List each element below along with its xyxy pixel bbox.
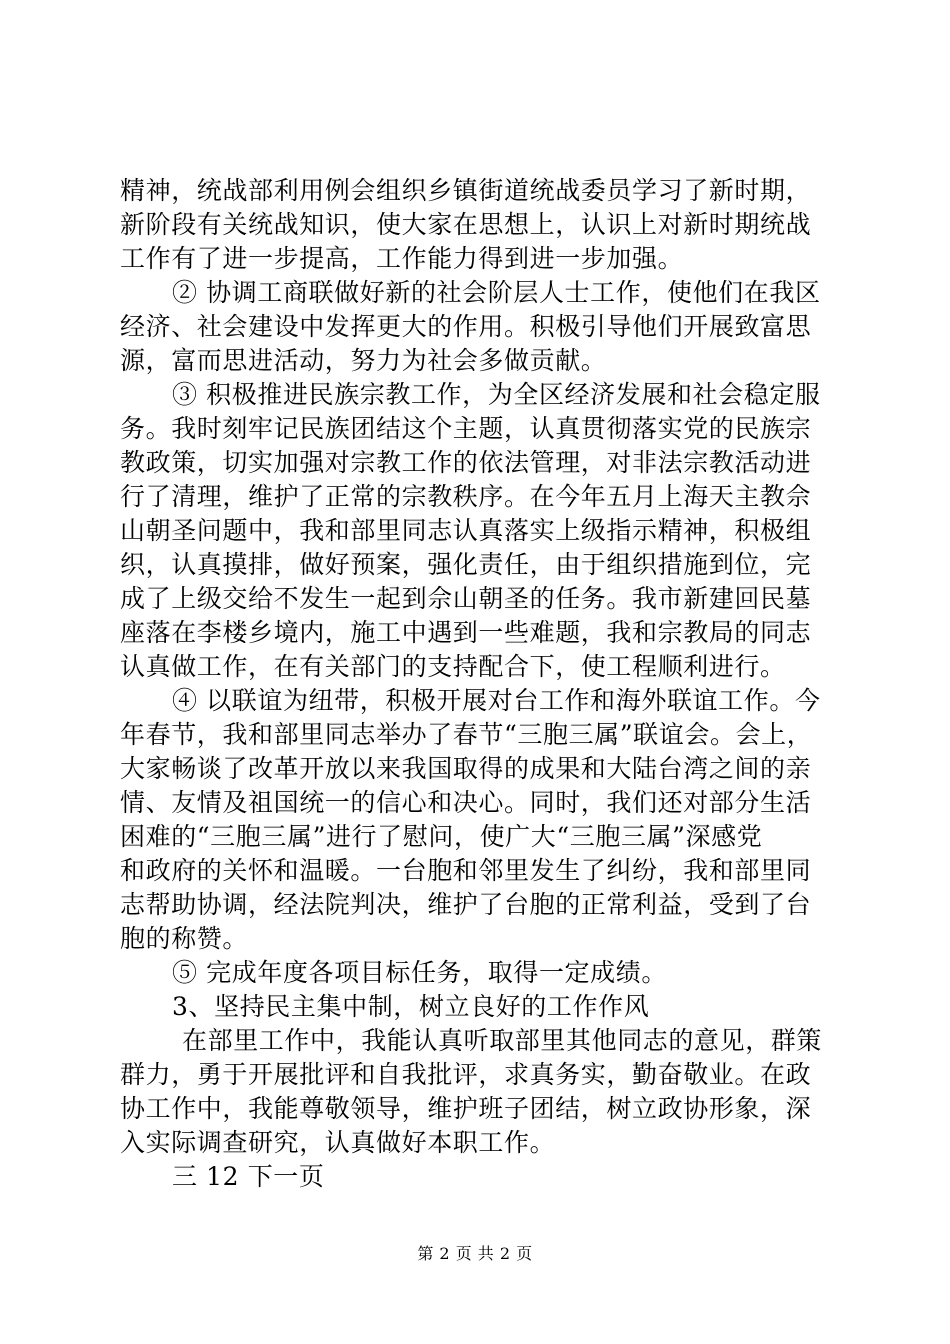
text-line: 协工作中，我能尊敬领导，维护班子团结，树立政协形象，深	[120, 1094, 812, 1123]
text-line: 群力，勇于开展批评和自我批评，求真务实，勤奋敬业。在政	[120, 1060, 812, 1089]
text-line: ④ 以联谊为纽带，积极开展对台工作和海外联谊工作。今	[172, 686, 821, 715]
text-line: 入实际调查研究，认真做好本职工作。	[120, 1128, 556, 1157]
text-line: ⑤ 完成年度各项目标任务，取得一定成绩。	[172, 958, 667, 987]
text-line: 经济、社会建设中发挥更大的作用。积极引导他们开展致富思	[120, 312, 812, 341]
text-line: 务。我时刻牢记民族团结这个主题，认真贯彻落实党的民族宗	[120, 414, 812, 443]
text-line: 和政府的关怀和温暖。一台胞和邻里发生了纠纷，我和部里同	[120, 856, 812, 885]
text-line: 胞的称赞。	[120, 924, 249, 953]
text-line: 座落在李楼乡境内，施工中遇到一些难题，我和宗教局的同志	[120, 618, 812, 647]
text-line: 大家畅谈了改革开放以来我国取得的成果和大陆台湾之间的亲	[120, 754, 812, 783]
body-text	[120, 174, 840, 1194]
text-line: 志帮助协调，经法院判决，维护了台胞的正常利益，受到了台	[120, 890, 812, 919]
page-number-footer: 第 2 页 共 2 页	[417, 1244, 533, 1263]
text-line: 教政策，切实加强对宗教工作的依法管理，对非法宗教活动进	[120, 448, 812, 477]
text-line: 新阶段有关统战知识，使大家在思想上，认识上对新时期统战	[120, 210, 812, 239]
text-line: 认真做工作，在有关部门的支持配合下，使工程顺利进行。	[120, 652, 786, 681]
text-line: 情、友情及祖国统一的信心和决心。同时，我们还对部分生活	[120, 788, 812, 817]
text-line: 织，认真摸排，做好预案，强化责任，由于组织措施到位，完	[120, 550, 812, 579]
text-line: 山朝圣问题中，我和部里同志认真落实上级指示精神，积极组	[120, 516, 812, 545]
text-line: 年春节，我和部里同志举办了春节“三胞三属”联谊会。会上，	[120, 720, 813, 749]
text-line: ② 协调工商联做好新的社会阶层人士工作，使他们在我区	[172, 278, 821, 307]
text-line: 工作有了进一步提高，工作能力得到进一步加强。	[120, 244, 684, 273]
text-line: 在部里工作中，我能认真听取部里其他同志的意见，群策	[182, 1026, 823, 1055]
next-page-link[interactable]: 三 12 下一页	[172, 1162, 325, 1191]
text-line: 行了清理，维护了正常的宗教秩序。在今年五月上海天主教佘	[120, 482, 812, 511]
text-line: 困难的“三胞三属”进行了慰问，使广大“三胞三属”深感党	[120, 822, 763, 851]
text-line: 精神，统战部利用例会组织乡镇街道统战委员学习了新时期，	[120, 176, 812, 205]
section-heading: 3、坚持民主集中制，树立良好的工作作风	[172, 992, 650, 1021]
text-line: 源，富而思进活动，努力为社会多做贡献。	[120, 346, 607, 375]
text-line: ③ 积极推进民族宗教工作，为全区经济发展和社会稳定服	[172, 380, 821, 409]
text-line: 成了上级交给不发生一起到佘山朝圣的任务。我市新建回民墓	[120, 584, 812, 613]
